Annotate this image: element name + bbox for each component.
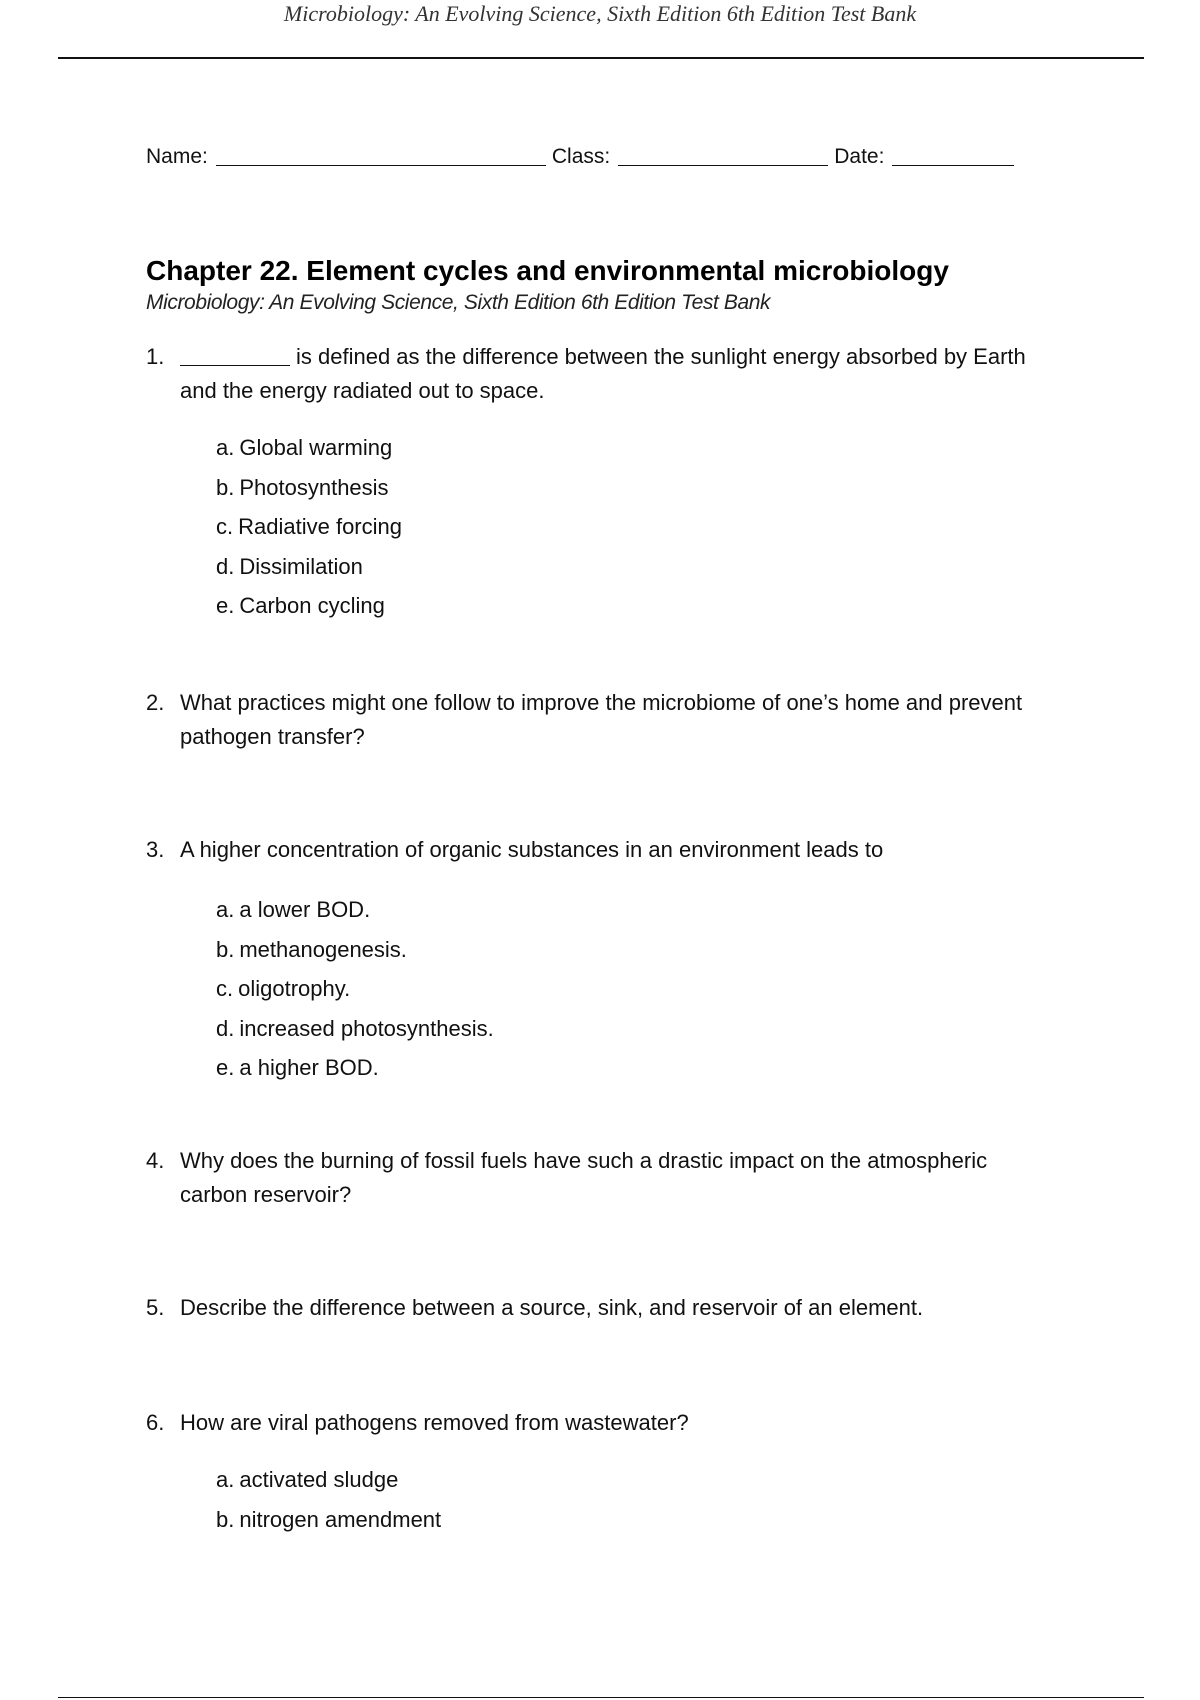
option-text: activated sludge	[239, 1467, 399, 1492]
option-e	[216, 586, 402, 626]
question-text: Describe the difference between a source, sink, and reservoir of an element.	[180, 1295, 924, 1320]
option-text: methanogenesis.	[239, 936, 407, 962]
question-4	[146, 1144, 1046, 1212]
question-3	[146, 833, 1046, 867]
option-letter: d.	[216, 553, 235, 579]
name-blank	[216, 147, 546, 166]
option-letter: a.	[216, 1467, 235, 1492]
question-number: 6.	[146, 1410, 165, 1435]
class-label: Class:	[551, 145, 611, 168]
option-e	[216, 1048, 494, 1088]
running-header: Microbiology: An Evolving Science, Sixth Edition 6th Edition Test Bank	[283, 1, 917, 26]
option-b	[216, 930, 494, 970]
option-a	[216, 1460, 441, 1500]
option-text: increased photosynthesis.	[239, 1015, 494, 1041]
option-b	[216, 468, 402, 508]
question-1	[146, 340, 1046, 408]
question-number: 5.	[146, 1295, 165, 1320]
question-1-options	[216, 428, 402, 626]
option-a	[216, 890, 494, 930]
question-number: 4.	[146, 1148, 165, 1173]
option-letter: b.	[216, 936, 235, 962]
option-d	[216, 1009, 494, 1049]
question-6-options	[216, 1460, 441, 1539]
option-d	[216, 547, 402, 587]
option-b	[216, 1500, 441, 1540]
chapter-subtitle: Microbiology: An Evolving Science, Sixth Edition 6th Edition Test Bank	[146, 291, 771, 314]
question-text: Why does the burning of fossil fuels have such a drastic impact on the atmospheric carbon reservoir?	[180, 1148, 988, 1207]
option-letter: a.	[216, 435, 235, 460]
option-a	[216, 428, 402, 468]
option-text: oligotrophy.	[238, 976, 351, 1001]
question-text: How are viral pathogens removed from wastewater?	[180, 1410, 689, 1435]
question-text: is defined as the difference between the sunlight energy absorbed by Earth and the energy radiated out to space.	[180, 344, 1026, 403]
header-rule	[58, 57, 1144, 59]
option-letter: e.	[216, 1055, 235, 1080]
answer-blank	[180, 345, 290, 366]
option-text: a higher BOD.	[239, 1055, 379, 1080]
option-letter: c.	[216, 514, 234, 539]
option-text: nitrogen amendment	[239, 1506, 442, 1532]
option-c	[216, 507, 402, 547]
option-letter: e.	[216, 593, 235, 618]
option-text: Radiative forcing	[238, 514, 402, 539]
option-letter: d.	[216, 1015, 235, 1041]
option-letter: c.	[216, 976, 234, 1001]
class-blank	[618, 147, 828, 166]
footer-rule	[58, 1697, 1144, 1698]
question-text: A higher concentration of organic substances in an environment leads to	[180, 837, 884, 862]
option-text: Photosynthesis	[239, 474, 389, 500]
option-c	[216, 969, 494, 1009]
option-text: Global warming	[239, 435, 393, 460]
question-number: 1.	[146, 344, 165, 369]
student-info-line	[146, 144, 1046, 170]
option-text: Carbon cycling	[239, 593, 385, 618]
question-number: 2.	[146, 690, 165, 715]
option-letter: b.	[216, 474, 235, 500]
question-text: What practices might one follow to improve the microbiome of one’s home and prevent pathogen transfer?	[180, 690, 1023, 749]
date-label: Date:	[834, 145, 885, 168]
option-text: Dissimilation	[239, 553, 363, 579]
option-letter: a.	[216, 897, 235, 922]
option-letter: b.	[216, 1506, 235, 1532]
date-blank	[892, 147, 1014, 166]
question-2	[146, 686, 1046, 754]
question-3-options	[216, 890, 494, 1088]
option-text: a lower BOD.	[239, 897, 371, 922]
name-label: Name:	[146, 145, 208, 168]
question-number: 3.	[146, 837, 165, 862]
chapter-title: Chapter 22. Element cycles and environmental microbiology	[146, 255, 949, 286]
question-5	[146, 1291, 1046, 1325]
question-6	[146, 1406, 1046, 1440]
